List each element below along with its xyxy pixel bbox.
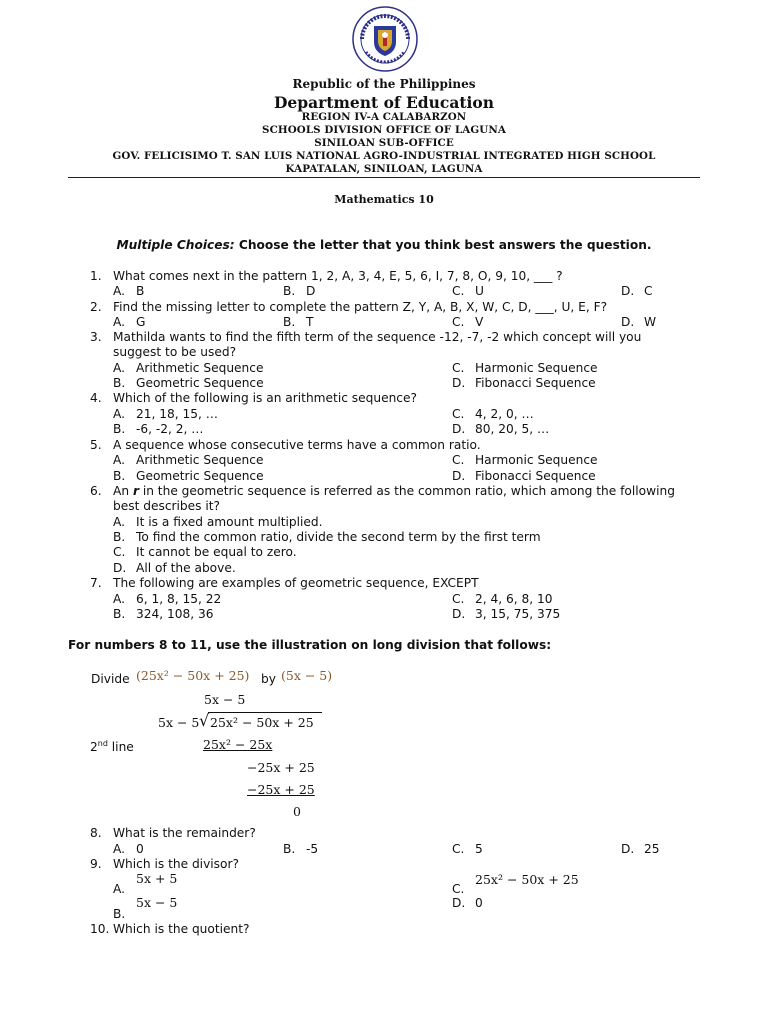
question-text-emphasis: r — [132, 484, 139, 498]
choice-letter: C. — [452, 407, 465, 421]
choice-letter: C. — [452, 284, 465, 298]
choice-letter: D. — [452, 422, 466, 436]
question-number: 8. — [90, 826, 102, 840]
choice-text: Harmonic Sequence — [475, 453, 598, 467]
choice-text: 6, 1, 8, 15, 22 — [136, 592, 222, 606]
choice-text: 21, 18, 15, … — [136, 407, 218, 421]
question-number: 10. — [90, 922, 110, 936]
choice-text: 4, 2, 0, … — [475, 407, 534, 421]
choice-letter: D. — [452, 376, 466, 390]
question-text: Which is the divisor? — [113, 857, 239, 871]
choice-text: 0 — [136, 842, 144, 856]
instructions-text: Choose the letter that you think best answers the question. — [234, 238, 652, 252]
choice-letter: A. — [113, 361, 125, 375]
question-text: Find the missing letter to complete the pattern Z, Y, A, B, X, W, C, D, ___, U, E, F? — [113, 300, 608, 314]
choice-letter: A. — [113, 453, 125, 467]
quotient: 5x − 5 — [204, 692, 246, 707]
divide-label: Divide — [91, 672, 130, 686]
choice-letter: B. — [113, 376, 126, 390]
question-text: Which of the following is an arithmetic sequence? — [113, 391, 417, 405]
choice-letter: B. — [113, 530, 126, 544]
choice-letter: A. — [113, 315, 125, 329]
choice-text: 3, 15, 75, 375 — [475, 607, 561, 621]
choice-text: Geometric Sequence — [136, 469, 264, 483]
question-number: 9. — [90, 857, 102, 871]
question-number: 4. — [90, 391, 102, 405]
choice-letter: A. — [113, 407, 125, 421]
choice-text: 5x − 5 — [136, 895, 178, 910]
choice-letter: B. — [113, 422, 126, 436]
choice-text: C — [644, 284, 653, 298]
choice-text: 2, 4, 6, 8, 10 — [475, 592, 553, 606]
choice-text: 25x² − 50x + 25 — [475, 872, 579, 887]
choice-letter: C. — [452, 882, 465, 896]
question-text-main: in the geometric sequence is referred as the common ratio, which among the following — [138, 484, 675, 498]
header-republic: Republic of the Philippines — [292, 77, 476, 91]
choice-text: 324, 108, 36 — [136, 607, 214, 621]
choice-letter: C. — [452, 361, 465, 375]
choice-text: -5 — [306, 842, 319, 856]
choice-text: B — [136, 284, 145, 298]
instructions — [0, 238, 768, 252]
division-remainder: 0 — [293, 804, 301, 819]
question-text: Which is the quotient? — [113, 922, 250, 936]
second-line-word: line — [111, 740, 134, 754]
question-text-cont: suggest to be used? — [113, 345, 237, 359]
choice-text: Arithmetic Sequence — [136, 361, 264, 375]
choice-text: 80, 20, 5, … — [475, 422, 550, 436]
question-number: 3. — [90, 330, 102, 344]
choice-text: All of the above. — [136, 561, 236, 575]
instructions-label: Multiple Choices: — [116, 238, 235, 252]
question-text: Mathilda wants to find the fifth term of the sequence -12, -7, -2 which concept will you — [113, 330, 642, 344]
choice-text: Arithmetic Sequence — [136, 453, 264, 467]
division-step-3: −25x + 25 — [247, 782, 315, 797]
question-text — [113, 484, 675, 499]
second-line-label — [90, 740, 134, 755]
choice-text: D — [306, 284, 316, 298]
choice-letter: A. — [113, 842, 125, 856]
question-number: 1. — [90, 269, 102, 283]
question-number: 6. — [90, 484, 102, 498]
choice-letter: C. — [452, 842, 465, 856]
by-label: by — [261, 672, 276, 686]
question-number: 2. — [90, 300, 102, 314]
choice-letter: D. — [621, 315, 635, 329]
question-text-pre: An — [113, 484, 133, 498]
question-text: What is the remainder? — [113, 826, 256, 840]
choice-letter: B. — [283, 315, 296, 329]
choice-letter: C. — [452, 315, 465, 329]
choice-text: It is a fixed amount multiplied. — [136, 515, 323, 529]
choice-letter: D. — [452, 469, 466, 483]
choice-text: W — [644, 315, 657, 329]
choice-text: G — [136, 315, 146, 329]
choice-letter: D. — [113, 561, 127, 575]
choice-text: 0 — [475, 896, 483, 910]
choice-text: It cannot be equal to zero. — [136, 545, 297, 559]
division-dividend: 25x² − 50x + 25 — [210, 715, 314, 730]
header-region: REGION IV-A CALABARZON — [301, 111, 467, 123]
choice-letter: B. — [113, 469, 126, 483]
choice-letter: D. — [452, 896, 466, 910]
choice-text: T — [306, 315, 314, 329]
header-department: Department of Education — [273, 93, 495, 112]
divisor-expression: (5x − 5) — [281, 668, 333, 683]
header-school: GOV. FELICISIMO T. SAN LUIS NATIONAL AGRO-INDUSTRIAL INTEGRATED HIGH SCHOOL — [112, 150, 656, 162]
question-number: 7. — [90, 576, 102, 590]
question-text: A sequence whose consecutive terms have a common ratio. — [113, 438, 481, 452]
choice-text: 5 — [475, 842, 483, 856]
question-text: What comes next in the pattern 1, 2, A, 3, 4, E, 5, 6, I, 7, 8, O, 9, 10, ___ ? — [113, 269, 563, 283]
header-divider — [68, 177, 700, 178]
choice-text: V — [475, 315, 484, 329]
choice-text: To find the common ratio, divide the second term by the first term — [136, 530, 541, 544]
question-text: The following are examples of geometric sequence, EXCEPT — [113, 576, 479, 590]
choice-text: Geometric Sequence — [136, 376, 264, 390]
choice-letter: B. — [283, 842, 296, 856]
header-suboffice: SINILOAN SUB-OFFICE — [314, 137, 454, 149]
choice-letter: B. — [283, 284, 296, 298]
choice-text: U — [475, 284, 484, 298]
division-divisor: 5x − 5 — [158, 715, 200, 730]
choice-letter: C. — [452, 592, 465, 606]
header-division: SCHOOLS DIVISION OFFICE OF LAGUNA — [262, 124, 506, 136]
choice-text: -6, -2, 2, … — [136, 422, 204, 436]
second-line-suffix: nd — [97, 738, 108, 748]
question-number: 5. — [90, 438, 102, 452]
second-line-number: 2 — [90, 740, 98, 754]
header-location: KAPATALAN, SINILOAN, LAGUNA — [285, 163, 483, 175]
division-step-2: −25x + 25 — [247, 760, 315, 775]
choice-letter: B. — [113, 607, 126, 621]
subject-title: Mathematics 10 — [334, 193, 434, 206]
division-bar — [208, 712, 322, 713]
choice-letter: D. — [452, 607, 466, 621]
choice-letter: D. — [621, 842, 635, 856]
choice-text: Fibonacci Sequence — [475, 469, 596, 483]
choice-letter: A. — [113, 515, 125, 529]
choice-letter: A. — [113, 284, 125, 298]
choice-text: 25 — [644, 842, 660, 856]
radical-icon: √ — [199, 711, 210, 730]
choice-letter: C. — [113, 545, 126, 559]
choice-letter: C. — [452, 453, 465, 467]
question-text-cont: best describes it? — [113, 499, 221, 513]
choice-letter: B. — [113, 907, 126, 921]
dividend-expression: (25x² − 50x + 25) — [136, 668, 250, 683]
choice-text: 5x + 5 — [136, 871, 178, 886]
deped-seal-icon — [352, 6, 418, 72]
section-heading: For numbers 8 to 11, use the illustration on long division that follows: — [68, 638, 552, 652]
choice-letter: A. — [113, 882, 125, 896]
choice-letter: A. — [113, 592, 125, 606]
choice-text: Harmonic Sequence — [475, 361, 598, 375]
choice-letter: D. — [621, 284, 635, 298]
choice-text: Fibonacci Sequence — [475, 376, 596, 390]
division-step-1: 25x² − 25x — [203, 737, 273, 752]
